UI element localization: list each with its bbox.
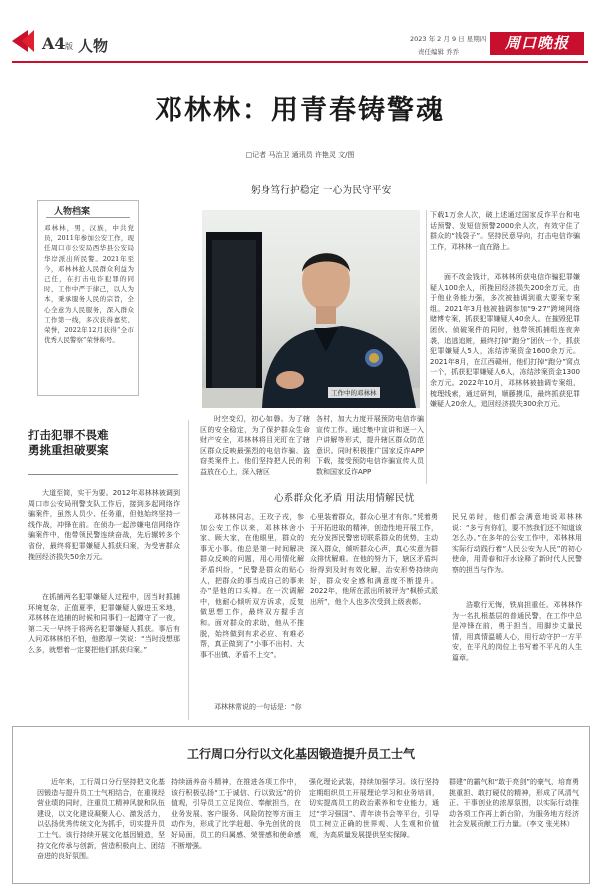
page-number: A4 [42, 34, 66, 53]
pull-quote [28, 428, 158, 458]
col-g-para-2: 浩歌行无悔，铁肩担重任。邓林林作为一名扎根基层的普通民警，在工作中总是冲锋在前，勇于担当，用脚步丈量民情，用真情温暖人心，用行动守护一方平安，在平凡的岗位上书写着不平凡的人生篇章。 [452, 601, 582, 662]
newspaper-logo: 周口晚报 [490, 32, 584, 55]
article2-col-1: 近年来，工行周口分行坚持把文化基因锻造与提升员工士气相结合，在重视经营业绩的同时，注重员工精神风貌和队伍建设，以文化建设凝聚人心、激发活力，以弘扬优秀传统文化为抓手，切实提升员工士气。该行持续开展文化基因锻造，坚持文化传承与创新，营造积极向上、团结奋进的良好氛围。 [37, 778, 165, 861]
subhead-2: 心系群众化矛盾 用法用情解民忧 [274, 493, 415, 504]
article-byline: □记者 马治卫 通讯员 许艳灵 文/图 [245, 151, 355, 159]
col-g-para-1: 民兄弟时，他们都会满意地说邓林林说：“多亏有你们，要不然我们还不知道该怎么办。”在多年的公安工作中，邓林林用实际行动践行着“人民公安为人民”的初心使命，用青春和汗水诠释了新时代人民警察的担当与作为。 [452, 513, 582, 574]
col-f-para-1: 心里装着群众，群众心里才有你。”凭着勇于开拓进取的精神，创造性地开展工作，充分发挥民警密切联系群众的优势，主动深入群众，倾听群众心声，真心实意为群众排忧解难。在他的努力下，辖区矛盾纠纷得到及时有效化解，治安形势持续向好，群众安全感和满意度不断提升。2022年，他所在派出所被评为“枫桥式派出所”，他个人也多次受到上级表彰。 [310, 513, 438, 606]
profile-box [37, 200, 139, 396]
subhead-1: 躬身笃行护稳定 一心为民守平安 [251, 185, 392, 196]
article2-col-4: 群建”的霸气和“敢于亮剑”的豪气，培育勇挑重担、敢打硬仗的精神，形成了风清气正、干事创业的浓厚氛围，以实际行动推动各项工作再上新台阶，为服务地方经济社会发展贡献工行力量。（李文 张光林） [449, 778, 579, 829]
profile-title: 人物档案 [54, 207, 91, 217]
profile-text: 邓林林，男，汉族，中共党员，2011年参加公安工作，现任周口市公安局西华县公安局华岸派出所民警。2021年至今，邓林林抢人民群众利益为己任，在打击电诈犯罪的同时，工作中严于律己，以人为本，秉承服务人民的宗旨，全心全意为人民服务，深入群众工作第一线，多次获得嘉奖、荣誉，2022年12月获得“全市优秀人民警察”荣誉称号。 [44, 224, 134, 345]
col-b-para-1: 时空变幻，初心如磐。为了辖区的安全稳定，为了保护群众生命财产安全，邓林林将目光盯在了辖区群众反映最强烈的电信诈骗、盗窃类案件上。他们坚持把人民的利益放在心上，深入辖区 [200, 415, 310, 476]
photo-caption: 工作中的邓林林 [328, 387, 380, 398]
col-e-para-2: 邓林林常说的一句话是：“你 [214, 703, 302, 711]
col-a-para-2: 在抓捕两名犯罪嫌疑人过程中，因当时抓捕环境复杂，正值夏季，犯罪嫌疑人躲进玉米地，邓林林在追捕的时候和同事们一起蹲守了一夜，第二天一早终于将两名犯罪嫌疑人抓获。事后有人问邓林林怕不怕，他憨厚一笑说：“当时没想那么多，就想着一定要把他们抓获归案。” [28, 593, 180, 654]
profile-title-underline [46, 217, 130, 218]
page-ban: 版 [65, 42, 73, 51]
col-c-para-1: 各村，加大力度开展预防电信诈骗宣传工作。通过集中宣讲和逐一入户讲解等形式，提升辖区群众防范意识。同时积极推广国家反诈APP下载，接受预防电信诈骗宣传人员数和国家反诈APP [316, 415, 424, 476]
header-editors: 责任编辑 乔乔 [418, 48, 460, 56]
col-e-para-1: 邓林林同志，王玫子戎，参加公安工作以来，邓林林舍小家、顾大家，在他眼里，群众的事无小事。他总是第一时间解决群众反映的问题，用心用情化解矛盾纠纷，“民警是群众的贴心人，把群众的事当成自己的事来办”是他的口头禅。在一次调解中，他耐心倾听双方诉求，反复做思想工作，最终双方握手言和。面对群众的求助，他从不推脱，始终做到有求必应、有难必帮，真正做到了“小事不出村、大事不出镇、矛盾不上交”。 [200, 513, 304, 659]
article2-col-2: 持续涵养奋斗精神，在推进各项工作中，该行积极弘扬“工于诚信、行以致远”的价值观，引导员工立足岗位、奉献担当，在业务发展、客户服务、风险防控等方面主动作为，形成了比学赶超、争先创优的良好局面，员工的归属感、荣誉感和使命感不断增强。 [171, 778, 301, 850]
pull-quote-line-2: 勇挑重担破要案 [28, 443, 109, 457]
article2-col-3: 强化理论武装，持续加强学习。该行坚持定期组织员工开展理论学习和业务培训，切实提高员工的政治素养和专业能力，通过“学习强国”、青年读书会等平台，引导员工树立正确的世界观、人生观和价值观，为高质量发展提供坚实保障。 [309, 778, 439, 839]
section-name: 人物 [78, 37, 109, 55]
officer-photo-svg [202, 210, 420, 408]
col-a-para-1: 大道至简，实干为要。2012年邓林林被调到周口市公安局刑警支队工作后，接到多起网络诈骗案件，虽然人员少、任务重，但他始终坚持一线作战，冲锋在前。在侦办一起涉嫌电信网络诈骗案件中，他带领民警连续奋战，先后辗转多个省份，最终将犯罪嫌疑人抓获归案，为受害群众挽回经济损失50余万元。 [28, 489, 180, 561]
officer-photo [202, 210, 420, 408]
pull-quote-line-1: 打击犯罪不畏难 [28, 428, 109, 442]
article-title: 邓林林：用青春铸警魂 [155, 95, 445, 126]
col-divider-1 [188, 420, 189, 720]
header-bar [0, 0, 600, 64]
page-arrow-icon-inner [22, 30, 34, 52]
col-d-para-2: 面不改金钱计，邓林林所获电信诈骗犯罪嫌疑人100余人，所挽回经济损失200余万元，由于他业务能力强，多次被抽调到重大要案专案组。2021年3月他被抽调参加“9·27”跨境网络赌博专案，抓获犯罪嫌疑人40余人。在摧毁犯罪团伙、侦破案件的同时，他带领抓捕组连夜奔袭，追逃追赃，最终打掉“跑分”团伙一个，抓获犯罪嫌疑人5人，冻结涉案资金1600余万元。2021年8月，在江西赣州，他们打掉“跑分”窝点一个，抓获犯罪嫌疑人6人，冻结涉案资金1300余万元。2022年10月，邓林林被抽调专案组，梳理线索，通过研判，顺藤摸瓜，最终抓获犯罪嫌疑人20余人，追回经济损失300余万元。 [430, 273, 580, 409]
pull-quote-rule [28, 474, 178, 475]
article2-box [12, 726, 590, 884]
article2-title: 工行周口分行以文化基因锻造提升员工士气 [186, 747, 415, 761]
col-d-para-1: 下载1万余人次，破上述通过国家反诈平台和电话预警、发短信预警2000余人次，有效守住了群众的“钱袋子”。坚持民意导向，打击电信诈骗工作，邓林林一直在路上。 [430, 211, 580, 251]
header-rule [12, 61, 588, 63]
header-date: 2023 年 2 月 9 日 星期四 [410, 35, 487, 43]
col-divider-2 [426, 210, 427, 484]
